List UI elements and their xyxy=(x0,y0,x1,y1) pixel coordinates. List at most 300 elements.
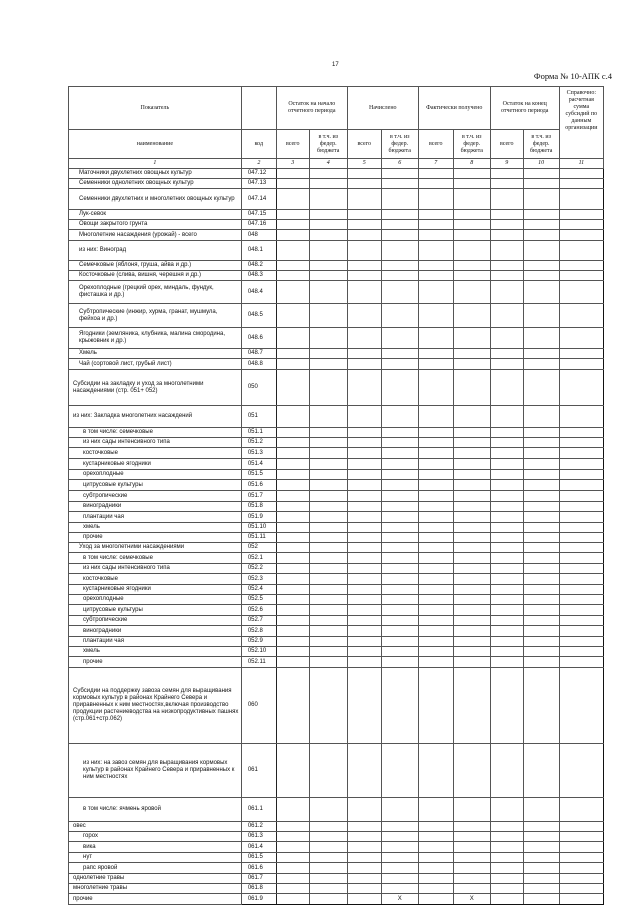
value-cell-col11[interactable] xyxy=(559,874,603,884)
value-cell-col8[interactable] xyxy=(453,230,490,241)
value-cell-col6[interactable] xyxy=(381,210,418,220)
value-cell-col8[interactable] xyxy=(453,585,490,595)
value-cell-col11[interactable] xyxy=(559,842,603,853)
value-cell-col3[interactable] xyxy=(276,502,309,512)
value-cell-col5[interactable] xyxy=(347,261,381,271)
value-cell-col9[interactable] xyxy=(490,438,523,448)
value-cell-col5[interactable] xyxy=(347,894,381,905)
value-cell-col5[interactable] xyxy=(347,543,381,553)
value-cell-col11[interactable] xyxy=(559,863,603,874)
value-cell-col6[interactable] xyxy=(381,744,418,798)
value-cell-col11[interactable] xyxy=(559,491,603,502)
value-cell-col4[interactable] xyxy=(309,304,347,328)
value-cell-col7[interactable] xyxy=(418,491,453,502)
value-cell-col4[interactable] xyxy=(309,220,347,230)
value-cell-col11[interactable] xyxy=(559,220,603,230)
value-cell-col7[interactable] xyxy=(418,470,453,480)
value-cell-col4[interactable] xyxy=(309,585,347,595)
value-cell-col9[interactable] xyxy=(490,406,523,428)
value-cell-col3[interactable] xyxy=(276,261,309,271)
value-cell-col3[interactable] xyxy=(276,853,309,863)
value-cell-col10[interactable] xyxy=(523,832,559,842)
value-cell-col4[interactable] xyxy=(309,512,347,523)
value-cell-col5[interactable] xyxy=(347,626,381,637)
value-cell-col4[interactable] xyxy=(309,459,347,470)
value-cell-col5[interactable] xyxy=(347,595,381,605)
value-cell-col4[interactable] xyxy=(309,428,347,438)
value-cell-col8[interactable] xyxy=(453,459,490,470)
value-cell-col8[interactable] xyxy=(453,637,490,647)
value-cell-col5[interactable] xyxy=(347,281,381,304)
value-cell-col3[interactable] xyxy=(276,359,309,370)
value-cell-col5[interactable] xyxy=(347,304,381,328)
value-cell-col6[interactable] xyxy=(381,502,418,512)
value-cell-col9[interactable] xyxy=(490,459,523,470)
value-cell-col5[interactable] xyxy=(347,459,381,470)
value-cell-col9[interactable] xyxy=(490,822,523,832)
value-cell-col10[interactable] xyxy=(523,605,559,616)
value-cell-col4[interactable] xyxy=(309,605,347,616)
value-cell-col11[interactable] xyxy=(559,448,603,459)
value-cell-col4[interactable] xyxy=(309,281,347,304)
value-cell-col7[interactable] xyxy=(418,832,453,842)
value-cell-col6[interactable] xyxy=(381,798,418,822)
value-cell-col8[interactable] xyxy=(453,189,490,210)
value-cell-col7[interactable] xyxy=(418,668,453,744)
value-cell-col4[interactable] xyxy=(309,533,347,543)
value-cell-col9[interactable] xyxy=(490,189,523,210)
value-cell-col6[interactable] xyxy=(381,874,418,884)
value-cell-col3[interactable] xyxy=(276,169,309,179)
value-cell-col5[interactable] xyxy=(347,744,381,798)
value-cell-col3[interactable] xyxy=(276,543,309,553)
value-cell-col7[interactable] xyxy=(418,564,453,574)
value-cell-col11[interactable] xyxy=(559,595,603,605)
value-cell-col8[interactable] xyxy=(453,564,490,574)
value-cell-col10[interactable] xyxy=(523,853,559,863)
value-cell-col9[interactable] xyxy=(490,428,523,438)
value-cell-col3[interactable] xyxy=(276,874,309,884)
value-cell-col9[interactable] xyxy=(490,480,523,491)
value-cell-col5[interactable] xyxy=(347,585,381,595)
value-cell-col4[interactable] xyxy=(309,179,347,189)
value-cell-col4[interactable] xyxy=(309,261,347,271)
value-cell-col4[interactable] xyxy=(309,553,347,564)
value-cell-col4[interactable] xyxy=(309,626,347,637)
value-cell-col10[interactable] xyxy=(523,448,559,459)
value-cell-col11[interactable] xyxy=(559,853,603,863)
value-cell-col8[interactable] xyxy=(453,328,490,349)
value-cell-col10[interactable] xyxy=(523,874,559,884)
value-cell-col9[interactable] xyxy=(490,842,523,853)
value-cell-col4[interactable] xyxy=(309,328,347,349)
value-cell-col6[interactable] xyxy=(381,543,418,553)
value-cell-col9[interactable] xyxy=(490,626,523,637)
value-cell-col6[interactable] xyxy=(381,459,418,470)
value-cell-col4[interactable] xyxy=(309,502,347,512)
value-cell-col6[interactable] xyxy=(381,553,418,564)
value-cell-col9[interactable] xyxy=(490,657,523,668)
value-cell-col11[interactable] xyxy=(559,668,603,744)
value-cell-col5[interactable] xyxy=(347,822,381,832)
value-cell-col6[interactable] xyxy=(381,169,418,179)
value-cell-col11[interactable] xyxy=(559,523,603,533)
value-cell-col4[interactable] xyxy=(309,668,347,744)
value-cell-col10[interactable] xyxy=(523,668,559,744)
value-cell-col11[interactable] xyxy=(559,230,603,241)
value-cell-col6[interactable] xyxy=(381,595,418,605)
value-cell-col9[interactable] xyxy=(490,241,523,261)
value-cell-col11[interactable] xyxy=(559,553,603,564)
value-cell-col6[interactable] xyxy=(381,863,418,874)
value-cell-col4[interactable] xyxy=(309,470,347,480)
value-cell-col3[interactable] xyxy=(276,585,309,595)
value-cell-col3[interactable] xyxy=(276,647,309,657)
value-cell-col7[interactable] xyxy=(418,241,453,261)
value-cell-col6[interactable] xyxy=(381,512,418,523)
value-cell-col3[interactable] xyxy=(276,832,309,842)
value-cell-col9[interactable] xyxy=(490,605,523,616)
value-cell-col11[interactable] xyxy=(559,574,603,585)
value-cell-col4[interactable] xyxy=(309,884,347,894)
value-cell-col7[interactable] xyxy=(418,874,453,884)
value-cell-col9[interactable] xyxy=(490,616,523,626)
value-cell-col3[interactable] xyxy=(276,863,309,874)
value-cell-col3[interactable] xyxy=(276,370,309,406)
value-cell-col5[interactable] xyxy=(347,637,381,647)
value-cell-col4[interactable] xyxy=(309,744,347,798)
value-cell-col10[interactable] xyxy=(523,480,559,491)
value-cell-col7[interactable] xyxy=(418,370,453,406)
value-cell-col3[interactable] xyxy=(276,271,309,281)
value-cell-col8[interactable] xyxy=(453,491,490,502)
value-cell-col5[interactable] xyxy=(347,798,381,822)
value-cell-col5[interactable] xyxy=(347,533,381,543)
value-cell-col5[interactable] xyxy=(347,605,381,616)
value-cell-col8[interactable] xyxy=(453,438,490,448)
value-cell-col10[interactable] xyxy=(523,798,559,822)
value-cell-col10[interactable] xyxy=(523,210,559,220)
value-cell-col3[interactable] xyxy=(276,438,309,448)
value-cell-col7[interactable] xyxy=(418,328,453,349)
value-cell-col10[interactable] xyxy=(523,491,559,502)
value-cell-col6[interactable] xyxy=(381,884,418,894)
value-cell-col11[interactable] xyxy=(559,657,603,668)
value-cell-col5[interactable] xyxy=(347,220,381,230)
value-cell-col3[interactable] xyxy=(276,480,309,491)
value-cell-col6[interactable] xyxy=(381,533,418,543)
value-cell-col7[interactable] xyxy=(418,406,453,428)
value-cell-col3[interactable] xyxy=(276,220,309,230)
value-cell-col3[interactable] xyxy=(276,533,309,543)
value-cell-col7[interactable] xyxy=(418,169,453,179)
value-cell-col10[interactable] xyxy=(523,595,559,605)
value-cell-col8[interactable] xyxy=(453,169,490,179)
value-cell-col8[interactable] xyxy=(453,543,490,553)
value-cell-col3[interactable] xyxy=(276,637,309,647)
value-cell-col5[interactable] xyxy=(347,564,381,574)
value-cell-col11[interactable] xyxy=(559,349,603,359)
value-cell-col6[interactable] xyxy=(381,220,418,230)
value-cell-col4[interactable] xyxy=(309,616,347,626)
value-cell-col8[interactable] xyxy=(453,874,490,884)
value-cell-col6[interactable] xyxy=(381,179,418,189)
value-cell-col6[interactable] xyxy=(381,605,418,616)
value-cell-col9[interactable] xyxy=(490,744,523,798)
value-cell-col8[interactable] xyxy=(453,523,490,533)
value-cell-col7[interactable] xyxy=(418,798,453,822)
value-cell-col10[interactable] xyxy=(523,241,559,261)
value-cell-col5[interactable] xyxy=(347,668,381,744)
value-cell-col4[interactable] xyxy=(309,406,347,428)
value-cell-col4[interactable] xyxy=(309,842,347,853)
value-cell-col9[interactable] xyxy=(490,349,523,359)
value-cell-col8[interactable] xyxy=(453,657,490,668)
value-cell-col10[interactable] xyxy=(523,328,559,349)
value-cell-col7[interactable] xyxy=(418,304,453,328)
value-cell-col4[interactable] xyxy=(309,448,347,459)
value-cell-col5[interactable] xyxy=(347,574,381,585)
value-cell-col5[interactable] xyxy=(347,657,381,668)
value-cell-col8[interactable] xyxy=(453,210,490,220)
value-cell-col6[interactable] xyxy=(381,853,418,863)
value-cell-col5[interactable] xyxy=(347,832,381,842)
value-cell-col6[interactable] xyxy=(381,564,418,574)
value-cell-col5[interactable] xyxy=(347,491,381,502)
value-cell-col10[interactable] xyxy=(523,349,559,359)
value-cell-col11[interactable] xyxy=(559,438,603,448)
value-cell-col7[interactable] xyxy=(418,523,453,533)
value-cell-col11[interactable] xyxy=(559,894,603,905)
value-cell-col10[interactable] xyxy=(523,585,559,595)
value-cell-col11[interactable] xyxy=(559,884,603,894)
value-cell-col7[interactable] xyxy=(418,459,453,470)
value-cell-col8[interactable] xyxy=(453,832,490,842)
value-cell-col6[interactable] xyxy=(381,626,418,637)
value-cell-col9[interactable] xyxy=(490,281,523,304)
value-cell-col9[interactable] xyxy=(490,271,523,281)
value-cell-col4[interactable] xyxy=(309,271,347,281)
value-cell-col4[interactable] xyxy=(309,595,347,605)
value-cell-col6[interactable] xyxy=(381,574,418,585)
value-cell-col6[interactable] xyxy=(381,349,418,359)
value-cell-col10[interactable] xyxy=(523,470,559,480)
value-cell-col8[interactable] xyxy=(453,595,490,605)
value-cell-col3[interactable] xyxy=(276,512,309,523)
value-cell-col11[interactable] xyxy=(559,512,603,523)
value-cell-col4[interactable] xyxy=(309,574,347,585)
value-cell-col4[interactable] xyxy=(309,438,347,448)
value-cell-col9[interactable] xyxy=(490,595,523,605)
value-cell-col10[interactable] xyxy=(523,169,559,179)
value-cell-col11[interactable] xyxy=(559,189,603,210)
value-cell-col3[interactable] xyxy=(276,189,309,210)
value-cell-col10[interactable] xyxy=(523,564,559,574)
value-cell-col9[interactable] xyxy=(490,543,523,553)
value-cell-col11[interactable] xyxy=(559,281,603,304)
value-cell-col9[interactable] xyxy=(490,894,523,905)
value-cell-col11[interactable] xyxy=(559,428,603,438)
value-cell-col3[interactable] xyxy=(276,553,309,564)
value-cell-col7[interactable] xyxy=(418,179,453,189)
value-cell-col4[interactable] xyxy=(309,491,347,502)
value-cell-col8[interactable] xyxy=(453,304,490,328)
value-cell-col3[interactable] xyxy=(276,822,309,832)
value-cell-col5[interactable] xyxy=(347,428,381,438)
value-cell-col11[interactable] xyxy=(559,616,603,626)
value-cell-col3[interactable] xyxy=(276,626,309,637)
value-cell-col5[interactable] xyxy=(347,647,381,657)
value-cell-col6[interactable] xyxy=(381,189,418,210)
value-cell-col10[interactable] xyxy=(523,428,559,438)
value-cell-col7[interactable] xyxy=(418,480,453,491)
value-cell-col8[interactable] xyxy=(453,220,490,230)
value-cell-col4[interactable] xyxy=(309,543,347,553)
value-cell-col3[interactable] xyxy=(276,304,309,328)
value-cell-col8[interactable] xyxy=(453,480,490,491)
value-cell-col11[interactable] xyxy=(559,459,603,470)
value-cell-col9[interactable] xyxy=(490,553,523,564)
value-cell-col7[interactable] xyxy=(418,533,453,543)
value-cell-col5[interactable] xyxy=(347,884,381,894)
value-cell-col7[interactable] xyxy=(418,863,453,874)
value-cell-col4[interactable] xyxy=(309,370,347,406)
value-cell-col10[interactable] xyxy=(523,553,559,564)
value-cell-col3[interactable] xyxy=(276,328,309,349)
value-cell-col4[interactable] xyxy=(309,169,347,179)
value-cell-col10[interactable] xyxy=(523,842,559,853)
value-cell-col6[interactable] xyxy=(381,491,418,502)
value-cell-col11[interactable] xyxy=(559,605,603,616)
value-cell-col11[interactable] xyxy=(559,370,603,406)
value-cell-col7[interactable] xyxy=(418,271,453,281)
value-cell-col11[interactable] xyxy=(559,585,603,595)
value-cell-col11[interactable] xyxy=(559,626,603,637)
value-cell-col4[interactable] xyxy=(309,798,347,822)
value-cell-col9[interactable] xyxy=(490,533,523,543)
value-cell-col11[interactable] xyxy=(559,533,603,543)
value-cell-col7[interactable] xyxy=(418,553,453,564)
value-cell-col4[interactable] xyxy=(309,564,347,574)
value-cell-col8[interactable] xyxy=(453,261,490,271)
value-cell-col5[interactable] xyxy=(347,438,381,448)
value-cell-col10[interactable] xyxy=(523,616,559,626)
value-cell-col10[interactable] xyxy=(523,533,559,543)
value-cell-col7[interactable] xyxy=(418,842,453,853)
value-cell-col5[interactable] xyxy=(347,553,381,564)
value-cell-col3[interactable] xyxy=(276,179,309,189)
value-cell-col5[interactable] xyxy=(347,470,381,480)
value-cell-col3[interactable] xyxy=(276,470,309,480)
value-cell-col10[interactable] xyxy=(523,894,559,905)
value-cell-col7[interactable] xyxy=(418,428,453,438)
value-cell-col9[interactable] xyxy=(490,304,523,328)
value-cell-col3[interactable] xyxy=(276,574,309,585)
value-cell-col7[interactable] xyxy=(418,585,453,595)
value-cell-col6[interactable] xyxy=(381,585,418,595)
value-cell-col8[interactable] xyxy=(453,512,490,523)
value-cell-col11[interactable] xyxy=(559,406,603,428)
value-cell-col7[interactable] xyxy=(418,744,453,798)
value-cell-col5[interactable] xyxy=(347,179,381,189)
value-cell-col10[interactable] xyxy=(523,230,559,241)
value-cell-col9[interactable] xyxy=(490,491,523,502)
value-cell-col8[interactable] xyxy=(453,349,490,359)
value-cell-col11[interactable] xyxy=(559,822,603,832)
value-cell-col3[interactable] xyxy=(276,842,309,853)
value-cell-col6[interactable] xyxy=(381,523,418,533)
value-cell-col3[interactable] xyxy=(276,349,309,359)
value-cell-col6[interactable] xyxy=(381,470,418,480)
value-cell-col5[interactable] xyxy=(347,863,381,874)
value-cell-col10[interactable] xyxy=(523,406,559,428)
value-cell-col6[interactable] xyxy=(381,832,418,842)
value-cell-col5[interactable] xyxy=(347,359,381,370)
value-cell-col6[interactable] xyxy=(381,616,418,626)
value-cell-col7[interactable] xyxy=(418,543,453,553)
value-cell-col11[interactable] xyxy=(559,210,603,220)
value-cell-col5[interactable] xyxy=(347,271,381,281)
value-cell-col3[interactable] xyxy=(276,428,309,438)
value-cell-col10[interactable] xyxy=(523,271,559,281)
value-cell-col5[interactable] xyxy=(347,169,381,179)
value-cell-col10[interactable] xyxy=(523,574,559,585)
value-cell-col9[interactable] xyxy=(490,261,523,271)
value-cell-col10[interactable] xyxy=(523,543,559,553)
value-cell-col4[interactable] xyxy=(309,894,347,905)
value-cell-col7[interactable] xyxy=(418,281,453,304)
value-cell-col3[interactable] xyxy=(276,798,309,822)
value-cell-col7[interactable] xyxy=(418,595,453,605)
value-cell-col3[interactable] xyxy=(276,448,309,459)
value-cell-col4[interactable] xyxy=(309,241,347,261)
value-cell-col9[interactable] xyxy=(490,874,523,884)
value-cell-col9[interactable] xyxy=(490,230,523,241)
value-cell-col4[interactable] xyxy=(309,523,347,533)
value-cell-col9[interactable] xyxy=(490,179,523,189)
value-cell-col3[interactable] xyxy=(276,605,309,616)
value-cell-col4[interactable] xyxy=(309,480,347,491)
value-cell-col5[interactable] xyxy=(347,523,381,533)
value-cell-col7[interactable] xyxy=(418,884,453,894)
value-cell-col5[interactable] xyxy=(347,189,381,210)
value-cell-col9[interactable] xyxy=(490,359,523,370)
value-cell-col3[interactable] xyxy=(276,406,309,428)
value-cell-col6[interactable] xyxy=(381,428,418,438)
value-cell-col5[interactable] xyxy=(347,328,381,349)
value-cell-col5[interactable] xyxy=(347,853,381,863)
value-cell-col8[interactable] xyxy=(453,281,490,304)
value-cell-col11[interactable] xyxy=(559,564,603,574)
value-cell-col11[interactable] xyxy=(559,744,603,798)
value-cell-col10[interactable] xyxy=(523,220,559,230)
value-cell-col3[interactable] xyxy=(276,459,309,470)
value-cell-col6[interactable] xyxy=(381,438,418,448)
value-cell-col9[interactable] xyxy=(490,585,523,595)
value-cell-col8[interactable] xyxy=(453,853,490,863)
value-cell-col8[interactable] xyxy=(453,533,490,543)
value-cell-col10[interactable] xyxy=(523,744,559,798)
value-cell-col8[interactable] xyxy=(453,822,490,832)
value-cell-col3[interactable] xyxy=(276,744,309,798)
value-cell-col8[interactable] xyxy=(453,428,490,438)
value-cell-col9[interactable] xyxy=(490,853,523,863)
value-cell-col8[interactable] xyxy=(453,863,490,874)
value-cell-col7[interactable] xyxy=(418,626,453,637)
value-cell-col6[interactable] xyxy=(381,261,418,271)
value-cell-col11[interactable] xyxy=(559,470,603,480)
value-cell-col4[interactable] xyxy=(309,189,347,210)
